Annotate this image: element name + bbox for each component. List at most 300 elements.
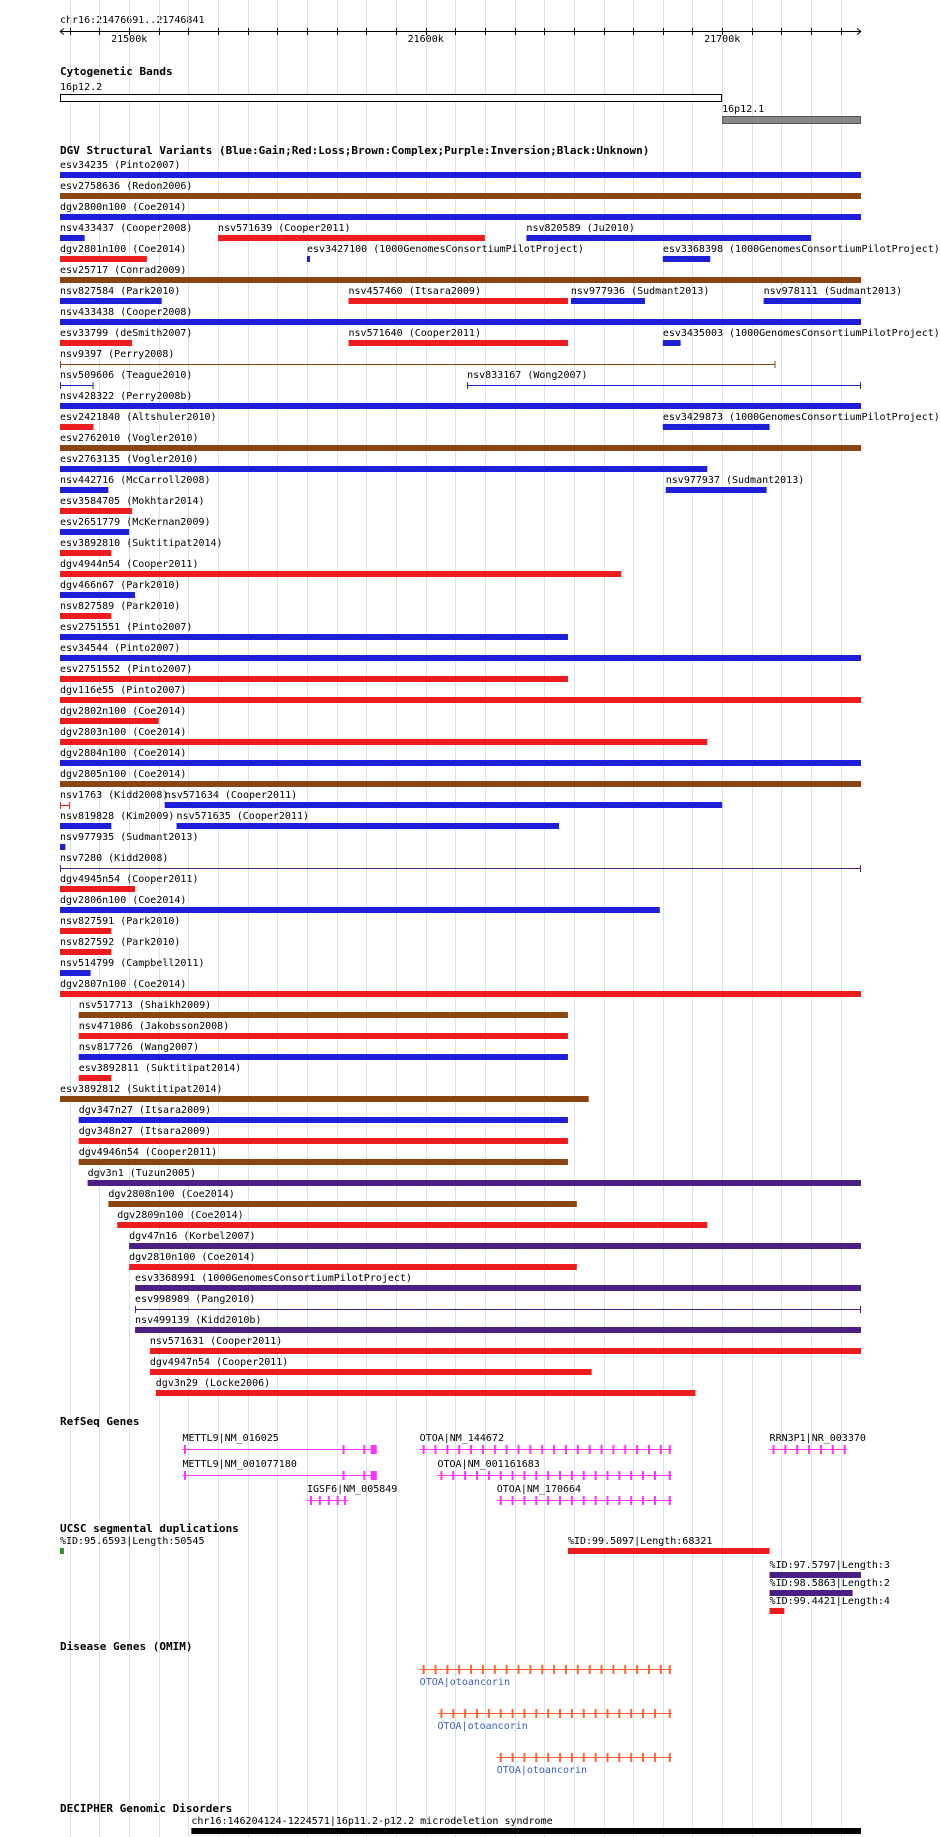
omim-exon: [601, 1665, 603, 1674]
gene-exon: [476, 1471, 478, 1480]
gene-exon: [618, 1471, 620, 1480]
dgv-feature-bar: [79, 1075, 112, 1081]
gene-exon: [571, 1496, 573, 1505]
dgv-feature-bar: [79, 1054, 568, 1060]
omim-exon: [464, 1709, 466, 1718]
omim-exon: [595, 1753, 597, 1762]
omim-exon: [535, 1709, 537, 1718]
dgv-feature-bar: [60, 613, 111, 619]
gene-exon: [500, 1471, 502, 1480]
dgv-feature-label: dgv347n27 (Itsara2009): [78, 1105, 212, 1116]
dgv-feature-label: esv3892810 (Suktitipat2014): [60, 538, 223, 549]
dgv-feature-label: dgv4944n54 (Cooper2011): [60, 559, 199, 570]
omim-exon: [642, 1753, 644, 1762]
gene-exon: [559, 1496, 561, 1505]
gene-exon: [184, 1445, 186, 1454]
segdup-label: %ID:97.5797|Length:3: [769, 1560, 890, 1571]
omim-exon: [523, 1753, 525, 1762]
gene-exon: [624, 1445, 626, 1454]
dgv-feature-bar: [60, 172, 861, 178]
dgv-feature-bar: [663, 256, 710, 262]
gene-exon: [808, 1445, 810, 1454]
gene-exon: [642, 1471, 644, 1480]
gene-exon: [820, 1445, 822, 1454]
dgv-feature-label: nsv827592 (Park2010): [60, 937, 181, 948]
dgv-feature-label: dgv3n1 (Tuzun2005): [87, 1168, 196, 1179]
dgv-feature-bar: [60, 991, 861, 997]
omim-exon: [624, 1665, 626, 1674]
omim-exon: [559, 1709, 561, 1718]
dgv-feature-bar: [60, 655, 861, 661]
gene-exon: [547, 1471, 549, 1480]
dgv-feature-bar: [108, 1201, 576, 1207]
omim-exon: [547, 1753, 549, 1762]
dgv-feature-bar: [60, 697, 861, 703]
omim-exon: [565, 1665, 567, 1674]
omim-exon: [553, 1665, 555, 1674]
segdup-bar: [568, 1548, 770, 1554]
omim-gene-link[interactable]: OTOA|otoancorin: [419, 1677, 510, 1688]
dgv-feature-label: nsv457460 (Itsara2009): [348, 286, 481, 297]
dgv-feature-label: nsv827591 (Park2010): [60, 916, 181, 927]
gene-exon: [523, 1471, 525, 1480]
gene-exon: [559, 1471, 561, 1480]
dgv-feature-bar: [60, 676, 568, 682]
refseq-gene-label: METTL9|NM_001077180: [182, 1459, 297, 1470]
dgv-feature-bar: [571, 298, 645, 304]
gene-exon: [648, 1445, 650, 1454]
omim-exon: [642, 1709, 644, 1718]
dgv-feature-bar: [60, 907, 660, 913]
gene-exon: [636, 1445, 638, 1454]
omim-exon: [500, 1709, 502, 1718]
dgv-feature-label: dgv4946n54 (Cooper2011): [78, 1147, 218, 1158]
omim-exon: [476, 1709, 478, 1718]
gene-exon: [371, 1445, 377, 1454]
dgv-feature-bar: [60, 970, 91, 976]
gene-exon: [310, 1496, 312, 1505]
dgv-feature-bar: [177, 823, 559, 829]
dgv-feature-bar: [60, 928, 111, 934]
refseq-gene-label: IGSF6|NM_005849: [307, 1484, 398, 1495]
dgv-feature-bar: [60, 235, 85, 241]
dgv-feature-bar: [60, 340, 132, 346]
dgv-feature-label: dgv2800n100 (Coe2014): [60, 202, 187, 213]
dgv-feature-label: esv2763135 (Vogler2010): [60, 454, 199, 465]
omim-exon: [669, 1709, 671, 1718]
dgv-feature-label: nsv571640 (Cooper2011): [348, 328, 481, 339]
omim-exon: [488, 1709, 490, 1718]
dgv-feature-bar: [60, 529, 129, 535]
segdup-bar: [60, 1548, 64, 1554]
dgv-feature-bar: [60, 571, 621, 577]
dgv-feature-label: esv3429873 (1000GenomesConsortiumPilotProject): [662, 412, 940, 423]
gene-exon: [612, 1445, 614, 1454]
omim-exon: [595, 1709, 597, 1718]
gene-exon: [446, 1445, 448, 1454]
omim-exon: [571, 1709, 573, 1718]
gene-exon: [595, 1496, 597, 1505]
decipher-label: chr16:146204124-1224571|16p11.2-p12.2 microdeletion syndrome: [191, 1816, 553, 1827]
gene-exon: [618, 1496, 620, 1505]
gene-exon: [606, 1496, 608, 1505]
segdup-label: %ID:98.5863|Length:2: [769, 1578, 890, 1589]
dgv-feature-label: nsv428322 (Perry2008b): [60, 391, 193, 402]
dgv-feature-bar: [349, 298, 568, 304]
track-title-dgv: DGV Structural Variants (Blue:Gain;Red:Loss;Brown:Complex;Purple:Inversion;Black:Unknown): [60, 144, 650, 157]
dgv-feature-label: nsv819828 (Kim2009): [60, 811, 175, 822]
track-title-decipher: DECIPHER Genomic Disorders: [60, 1802, 233, 1815]
dgv-feature-bar: [60, 277, 861, 283]
dgv-feature-label: esv2758636 (Redon2006): [60, 181, 193, 192]
dgv-feature-bar: [60, 592, 135, 598]
dgv-feature-label: nsv571639 (Cooper2011): [218, 223, 351, 234]
gene-exon: [184, 1471, 186, 1480]
gene-exon: [363, 1471, 365, 1480]
gene-exon: [583, 1496, 585, 1505]
dgv-feature-label: esv998989 (Pang2010): [135, 1294, 256, 1305]
segdup-label: %ID:99.5097|Length:68321: [567, 1536, 713, 1547]
gene-exon: [423, 1445, 425, 1454]
dgv-feature-bar: [60, 487, 108, 493]
dgv-feature-label: nsv571635 (Cooper2011): [176, 811, 309, 822]
dgv-feature-label: esv34544 (Pinto2007): [60, 643, 181, 654]
omim-exon: [512, 1709, 514, 1718]
omim-exon: [523, 1709, 525, 1718]
gene-exon: [512, 1471, 514, 1480]
gene-exon: [500, 1496, 502, 1505]
dgv-feature-label: nsv442716 (McCarroll2008): [60, 475, 211, 486]
gene-exon: [553, 1445, 555, 1454]
refseq-gene-label: OTOA|NM_001161683: [437, 1459, 540, 1470]
dgv-feature-label: nsv571634 (Cooper2011): [164, 790, 298, 801]
omim-exon: [571, 1753, 573, 1762]
gene-exon: [506, 1445, 508, 1454]
dgv-feature-bar: [60, 445, 861, 451]
dgv-feature-bar: [79, 1033, 568, 1039]
omim-exon: [669, 1753, 671, 1762]
omim-exon: [446, 1665, 448, 1674]
dgv-feature-bar: [60, 949, 111, 955]
dgv-feature-label: nsv1763 (Kidd2008): [60, 790, 169, 801]
omim-exon: [458, 1665, 460, 1674]
dgv-feature-bar: [526, 235, 811, 241]
dgv-feature-label: nsv433438 (Cooper2008): [60, 307, 193, 318]
gene-exon: [796, 1445, 798, 1454]
gene-exon: [529, 1445, 531, 1454]
omim-exon: [529, 1665, 531, 1674]
gene-exon: [464, 1471, 466, 1480]
omim-exon: [547, 1709, 549, 1718]
omim-exon: [452, 1709, 454, 1718]
track-title-segdups: UCSC segmental duplications: [60, 1522, 239, 1535]
omim-exon: [606, 1753, 608, 1762]
gene-exon: [547, 1496, 549, 1505]
dgv-feature-bar: [165, 802, 722, 808]
gene-exon: [488, 1471, 490, 1480]
gene-exon: [630, 1496, 632, 1505]
dgv-feature-bar: [88, 1180, 861, 1186]
omim-exon: [648, 1665, 650, 1674]
dgv-feature-label: nsv827584 (Park2010): [60, 286, 181, 297]
segdup-label: %ID:95.6593|Length:50545: [60, 1536, 205, 1547]
dgv-feature-label: dgv2808n100 (Coe2014): [108, 1189, 235, 1200]
dgv-feature-bar: [60, 466, 707, 472]
dgv-feature-label: esv3435003 (1000GenomesConsortiumPilotProject): [662, 328, 940, 339]
omim-exon: [583, 1709, 585, 1718]
gene-exon: [642, 1496, 644, 1505]
dgv-feature-label: esv25717 (Conrad2009): [60, 265, 187, 276]
gene-exon: [577, 1445, 579, 1454]
dgv-feature-label: nsv820589 (Ju2010): [526, 223, 635, 234]
segdup-label: %ID:99.4421|Length:4: [769, 1596, 890, 1607]
omim-exon: [669, 1665, 671, 1674]
dgv-feature-bar: [79, 1012, 568, 1018]
dgv-feature-label: dgv2804n100 (Coe2014): [60, 748, 187, 759]
track-title-cytobands: Cytogenetic Bands: [60, 65, 173, 78]
omim-gene-link[interactable]: OTOA|otoancorin: [496, 1765, 588, 1776]
ruler-tick-label: 21700k: [704, 34, 741, 45]
dgv-feature-label: dgv2806n100 (Coe2014): [60, 895, 187, 906]
refseq-gene-label: OTOA|NM_170664: [496, 1484, 582, 1495]
dgv-feature-label: nsv833167 (Wong2007): [467, 370, 588, 381]
gene-exon: [583, 1471, 585, 1480]
dgv-feature-bar: [60, 193, 861, 199]
dgv-feature-label: esv2751552 (Pinto2007): [60, 664, 193, 675]
omim-exon: [630, 1753, 632, 1762]
dgv-feature-bar: [60, 886, 135, 892]
dgv-feature-label: esv3368398 (1000GenomesConsortiumPilotProject): [662, 244, 940, 255]
dgv-feature-label: nsv977936 (Sudmant2013): [570, 286, 710, 297]
dgv-feature-label: nsv433437 (Cooper2008): [60, 223, 193, 234]
omim-exon: [606, 1709, 608, 1718]
omim-exon: [618, 1753, 620, 1762]
gene-exon: [435, 1445, 437, 1454]
dgv-feature-bar: [129, 1243, 861, 1249]
dgv-feature-bar: [79, 1138, 568, 1144]
omim-exon: [506, 1665, 508, 1674]
dgv-feature-bar: [60, 319, 861, 325]
ruler-range-label: chr16:21476691..21746841: [60, 15, 205, 26]
dgv-feature-label: dgv3n29 (Locke2006): [155, 1378, 271, 1389]
dgv-feature-label: esv2421840 (Altshuler2010): [60, 412, 217, 423]
dgv-feature-bar: [60, 718, 159, 724]
dgv-feature-bar: [60, 298, 162, 304]
dgv-feature-label: nsv499139 (Kidd2010b): [135, 1315, 262, 1326]
omim-exon: [470, 1665, 472, 1674]
gene-exon: [319, 1496, 321, 1505]
dgv-feature-bar: [349, 340, 568, 346]
omim-exon: [612, 1665, 614, 1674]
dgv-feature-bar: [60, 634, 568, 640]
dgv-feature-bar: [135, 1327, 861, 1333]
omim-exon: [636, 1665, 638, 1674]
gene-exon: [344, 1496, 346, 1505]
dgv-feature-bar: [663, 424, 770, 430]
dgv-feature-label: esv2762010 (Vogler2010): [60, 433, 199, 444]
dgv-feature-label: esv3892811 (Suktitipat2014): [78, 1063, 242, 1074]
gene-exon: [784, 1445, 786, 1454]
omim-exon: [654, 1709, 656, 1718]
omim-exon: [660, 1665, 662, 1674]
omim-exon: [482, 1665, 484, 1674]
omim-exon: [654, 1753, 656, 1762]
omim-exon: [618, 1709, 620, 1718]
gene-exon: [518, 1445, 520, 1454]
gene-exon: [832, 1445, 834, 1454]
gene-exon: [630, 1471, 632, 1480]
refseq-gene-label: METTL9|NM_016025: [182, 1433, 279, 1444]
gene-exon: [595, 1471, 597, 1480]
cytoband-block: [61, 95, 722, 102]
omim-exon: [589, 1665, 591, 1674]
dgv-feature-bar: [60, 760, 861, 766]
cytoband-block: [723, 117, 861, 124]
dgv-feature-label: dgv47n16 (Korbel2007): [129, 1231, 256, 1242]
gene-exon: [458, 1445, 460, 1454]
dgv-feature-bar: [60, 1096, 589, 1102]
gene-exon: [601, 1445, 603, 1454]
ruler-tick-label: 21500k: [111, 34, 148, 45]
omim-exon: [559, 1753, 561, 1762]
dgv-feature-bar: [60, 508, 132, 514]
dgv-feature-label: esv34235 (Pinto2007): [60, 160, 181, 171]
refseq-gene-label: OTOA|NM_144672: [419, 1433, 504, 1444]
dgv-feature-bar: [764, 298, 861, 304]
gene-exon: [440, 1471, 442, 1480]
dgv-feature-label: dgv466n67 (Park2010): [60, 580, 181, 591]
decipher-bar: [191, 1828, 861, 1834]
dgv-feature-label: esv3427100 (1000GenomesConsortiumPilotProject): [307, 244, 584, 255]
cytoband-label: 16p12.2: [60, 82, 103, 93]
dgv-feature-bar: [79, 1159, 568, 1165]
dgv-feature-bar: [150, 1348, 861, 1354]
dgv-feature-bar: [117, 1222, 707, 1228]
dgv-feature-bar: [150, 1369, 592, 1375]
gene-exon: [669, 1471, 671, 1480]
omim-exon: [541, 1665, 543, 1674]
dgv-feature-bar: [135, 1285, 861, 1291]
gene-exon: [328, 1496, 330, 1505]
omim-gene-link[interactable]: OTOA|otoancorin: [437, 1721, 528, 1732]
dgv-feature-label: nsv517713 (Shaikh2009): [78, 1000, 212, 1011]
cytoband-label: 16p12.1: [722, 104, 765, 115]
omim-exon: [423, 1665, 425, 1674]
dgv-feature-bar: [666, 487, 767, 493]
dgv-feature-bar: [60, 739, 707, 745]
dgv-feature-label: nsv471086 (Jakobsson2008): [78, 1021, 230, 1032]
gene-exon: [371, 1471, 377, 1480]
segdup-bar: [770, 1608, 785, 1614]
omim-exon: [435, 1665, 437, 1674]
dgv-feature-label: dgv348n27 (Itsara2009): [78, 1126, 212, 1137]
gene-exon: [571, 1471, 573, 1480]
dgv-feature-label: dgv2803n100 (Coe2014): [60, 727, 187, 738]
gene-exon: [654, 1496, 656, 1505]
dgv-feature-bar: [60, 550, 111, 556]
gene-exon: [541, 1445, 543, 1454]
gene-exon: [535, 1471, 537, 1480]
dgv-feature-label: esv33799 (deSmith2007): [60, 328, 193, 339]
track-title-refseq: RefSeq Genes: [60, 1415, 140, 1428]
dgv-feature-bar: [60, 214, 861, 220]
dgv-feature-label: esv3892812 (Suktitipat2014): [60, 1084, 223, 1095]
dgv-feature-label: nsv571631 (Cooper2011): [149, 1336, 283, 1347]
dgv-feature-label: dgv2805n100 (Coe2014): [60, 769, 187, 780]
refseq-gene-label: RRN3P1|NR_003370: [769, 1433, 866, 1444]
gene-exon: [654, 1471, 656, 1480]
omim-exon: [535, 1753, 537, 1762]
gene-exon: [589, 1445, 591, 1454]
dgv-feature-label: dgv2802n100 (Coe2014): [60, 706, 187, 717]
gene-exon: [337, 1496, 339, 1505]
gene-exon: [512, 1496, 514, 1505]
dgv-feature-label: nsv9397 (Perry2008): [60, 349, 175, 360]
dgv-feature-bar: [663, 340, 681, 346]
dgv-feature-bar: [307, 256, 310, 262]
omim-exon: [630, 1709, 632, 1718]
gene-exon: [669, 1445, 671, 1454]
dgv-feature-label: dgv116e55 (Pinto2007): [60, 685, 187, 696]
gene-exon: [363, 1445, 365, 1454]
dgv-feature-label: esv2751551 (Pinto2007): [60, 622, 193, 633]
dgv-feature-bar: [60, 256, 147, 262]
gene-exon: [535, 1496, 537, 1505]
dgv-feature-bar: [60, 403, 861, 409]
dgv-feature-label: dgv4947n54 (Cooper2011): [149, 1357, 289, 1368]
dgv-feature-label: dgv2801n100 (Coe2014): [60, 244, 187, 255]
gene-exon: [660, 1445, 662, 1454]
omim-exon: [494, 1665, 496, 1674]
dgv-feature-label: dgv2810n100 (Coe2014): [129, 1252, 256, 1263]
track-title-omim: Disease Genes (OMIM): [60, 1640, 193, 1653]
dgv-feature-label: esv3368991 (1000GenomesConsortiumPilotProject): [135, 1273, 412, 1284]
dgv-feature-label: nsv827589 (Park2010): [60, 601, 181, 612]
dgv-feature-bar: [60, 823, 111, 829]
gene-exon: [482, 1445, 484, 1454]
dgv-feature-label: nsv7280 (Kidd2008): [60, 853, 169, 864]
dgv-feature-label: esv3584705 (Mokhtar2014): [60, 496, 205, 507]
omim-exon: [577, 1665, 579, 1674]
dgv-feature-bar: [218, 235, 485, 241]
gene-exon: [343, 1471, 345, 1480]
dgv-feature-label: nsv514799 (Campbell2011): [60, 958, 205, 969]
dgv-feature-bar: [79, 1117, 568, 1123]
dgv-feature-label: nsv817726 (Wang2007): [78, 1042, 200, 1053]
gene-exon: [470, 1445, 472, 1454]
gene-exon: [606, 1471, 608, 1480]
gene-exon: [343, 1445, 345, 1454]
omim-exon: [512, 1753, 514, 1762]
gene-exon: [452, 1471, 454, 1480]
omim-exon: [518, 1665, 520, 1674]
dgv-feature-label: nsv977937 (Sudmant2013): [665, 475, 805, 486]
ruler-tick-label: 21600k: [407, 34, 444, 45]
dgv-feature-label: dgv4945n54 (Cooper2011): [60, 874, 199, 885]
dgv-feature-label: esv2651779 (McKernan2009): [60, 517, 211, 528]
gene-exon: [669, 1496, 671, 1505]
gene-exon: [523, 1496, 525, 1505]
dgv-feature-bar: [60, 844, 65, 850]
gene-exon: [844, 1445, 846, 1454]
dgv-feature-label: nsv977935 (Sudmant2013): [60, 832, 199, 843]
omim-exon: [583, 1753, 585, 1762]
gene-exon: [773, 1445, 775, 1454]
gene-exon: [494, 1445, 496, 1454]
gene-exon: [565, 1445, 567, 1454]
dgv-feature-bar: [129, 1264, 577, 1270]
omim-exon: [440, 1709, 442, 1718]
